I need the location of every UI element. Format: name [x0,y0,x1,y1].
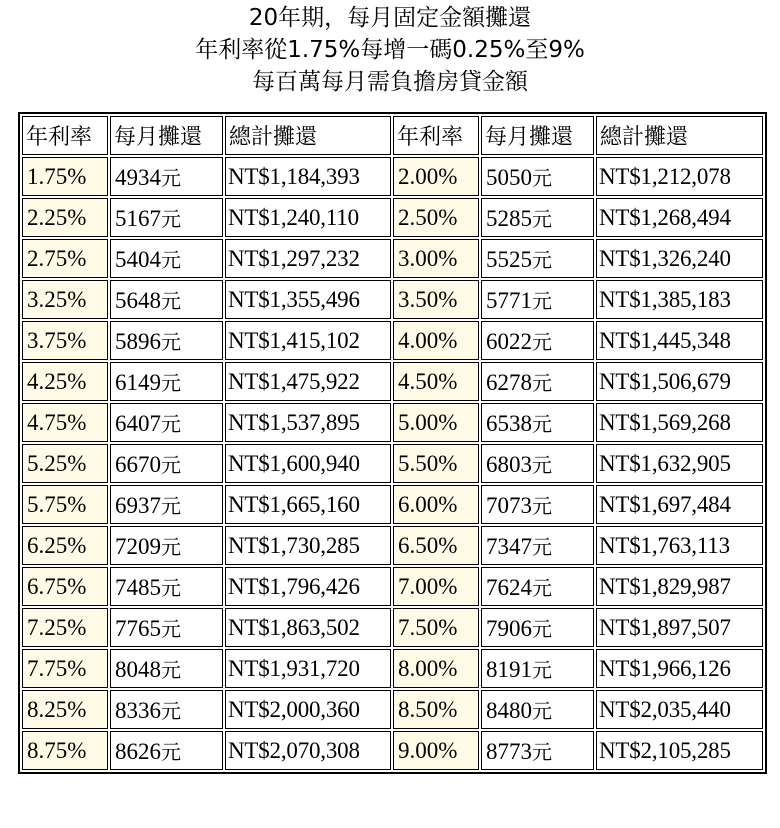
table-row [22,362,763,401]
rate-cell: 4.25% [22,362,108,401]
mortgage-rate-table [18,112,767,774]
rate-cell: 4.75% [22,403,108,442]
total-payment-cell: NT$1,537,895 [225,403,391,442]
table-row [22,608,763,647]
table-row [22,567,763,606]
total-payment-cell: NT$1,184,393 [225,157,391,196]
total-payment-cell: NT$1,569,268 [596,403,763,442]
rate-cell: 4.00% [393,321,479,360]
monthly-payment-cell: 6278元 [481,362,594,401]
monthly-payment-cell: 7906元 [481,608,594,647]
table-row [22,198,763,237]
total-payment-cell: NT$1,326,240 [596,239,763,278]
rate-cell: 3.50% [393,280,479,319]
title-line-2: 年利率從1.75%每增一碼0.25%至9% [195,37,585,63]
total-payment-cell: NT$2,070,308 [225,731,391,770]
table-row [22,731,763,770]
total-payment-cell: NT$1,600,940 [225,444,391,483]
table-row [22,321,763,360]
total-payment-cell: NT$1,445,348 [596,321,763,360]
total-payment-cell: NT$2,035,440 [596,690,763,729]
title-line-3: 每百萬每月需負擔房貸金額 [252,69,528,95]
total-payment-cell: NT$2,000,360 [225,690,391,729]
monthly-payment-cell: 8191元 [481,649,594,688]
total-payment-cell: NT$1,931,720 [225,649,391,688]
rate-cell: 6.75% [22,567,108,606]
rate-cell: 5.50% [393,444,479,483]
total-payment-cell: NT$1,829,987 [596,567,763,606]
monthly-payment-cell: 7209元 [110,526,223,565]
total-payment-cell: NT$1,863,502 [225,608,391,647]
total-payment-cell: NT$1,475,922 [225,362,391,401]
table-row [22,280,763,319]
table-header-row [22,116,763,155]
rate-cell: 7.25% [22,608,108,647]
total-payment-cell: NT$1,212,078 [596,157,763,196]
rate-cell: 8.25% [22,690,108,729]
monthly-payment-cell: 7073元 [481,485,594,524]
rate-cell: 6.50% [393,526,479,565]
rate-cell: 8.50% [393,690,479,729]
total-payment-cell: NT$1,697,484 [596,485,763,524]
table-row [22,485,763,524]
table-body [22,157,763,770]
monthly-payment-cell: 7347元 [481,526,594,565]
table-row [22,526,763,565]
monthly-payment-cell: 8626元 [110,731,223,770]
rate-cell: 8.75% [22,731,108,770]
monthly-payment-cell: 7765元 [110,608,223,647]
table-row [22,649,763,688]
header-rate: 年利率 [393,116,479,155]
monthly-payment-cell: 5525元 [481,239,594,278]
rate-cell: 3.25% [22,280,108,319]
rate-cell: 3.75% [22,321,108,360]
rate-cell: 7.00% [393,567,479,606]
rate-cell: 4.50% [393,362,479,401]
monthly-payment-cell: 7485元 [110,567,223,606]
total-payment-cell: NT$1,297,232 [225,239,391,278]
total-payment-cell: NT$1,415,102 [225,321,391,360]
monthly-payment-cell: 5771元 [481,280,594,319]
monthly-payment-cell: 4934元 [110,157,223,196]
total-payment-cell: NT$1,966,126 [596,649,763,688]
total-payment-cell: NT$1,268,494 [596,198,763,237]
rate-cell: 2.00% [393,157,479,196]
monthly-payment-cell: 6803元 [481,444,594,483]
rate-cell: 3.00% [393,239,479,278]
total-payment-cell: NT$1,730,285 [225,526,391,565]
monthly-payment-cell: 8773元 [481,731,594,770]
monthly-payment-cell: 6022元 [481,321,594,360]
monthly-payment-cell: 7624元 [481,567,594,606]
rate-cell: 5.25% [22,444,108,483]
rate-cell: 7.75% [22,649,108,688]
total-payment-cell: NT$2,105,285 [596,731,763,770]
rate-cell: 8.00% [393,649,479,688]
header-monthly-payment: 每月攤還 [110,116,223,155]
table-row [22,239,763,278]
total-payment-cell: NT$1,385,183 [596,280,763,319]
rate-cell: 2.50% [393,198,479,237]
rate-cell: 9.00% [393,731,479,770]
total-payment-cell: NT$1,897,507 [596,608,763,647]
header-total-payment: 總計攤還 [225,116,391,155]
monthly-payment-cell: 5167元 [110,198,223,237]
total-payment-cell: NT$1,355,496 [225,280,391,319]
monthly-payment-cell: 5648元 [110,280,223,319]
rate-cell: 2.25% [22,198,108,237]
monthly-payment-cell: 8480元 [481,690,594,729]
monthly-payment-cell: 5285元 [481,198,594,237]
rate-cell: 5.00% [393,403,479,442]
total-payment-cell: NT$1,632,905 [596,444,763,483]
total-payment-cell: NT$1,763,113 [596,526,763,565]
table-row [22,444,763,483]
header-rate: 年利率 [22,116,108,155]
page-title [0,0,780,112]
total-payment-cell: NT$1,506,679 [596,362,763,401]
table-row [22,690,763,729]
total-payment-cell: NT$1,240,110 [225,198,391,237]
rate-cell: 7.50% [393,608,479,647]
total-payment-cell: NT$1,665,160 [225,485,391,524]
monthly-payment-cell: 6407元 [110,403,223,442]
monthly-payment-cell: 6149元 [110,362,223,401]
title-line-1: 20年期，每月固定金額攤還 [248,5,532,31]
rate-cell: 2.75% [22,239,108,278]
monthly-payment-cell: 5050元 [481,157,594,196]
monthly-payment-cell: 5404元 [110,239,223,278]
rate-cell: 1.75% [22,157,108,196]
monthly-payment-cell: 6538元 [481,403,594,442]
monthly-payment-cell: 6670元 [110,444,223,483]
monthly-payment-cell: 8336元 [110,690,223,729]
total-payment-cell: NT$1,796,426 [225,567,391,606]
monthly-payment-cell: 5896元 [110,321,223,360]
rate-cell: 5.75% [22,485,108,524]
rate-cell: 6.00% [393,485,479,524]
table-row [22,157,763,196]
header-total-payment: 總計攤還 [596,116,763,155]
monthly-payment-cell: 6937元 [110,485,223,524]
rate-cell: 6.25% [22,526,108,565]
table-row [22,403,763,442]
monthly-payment-cell: 8048元 [110,649,223,688]
header-monthly-payment: 每月攤還 [481,116,594,155]
